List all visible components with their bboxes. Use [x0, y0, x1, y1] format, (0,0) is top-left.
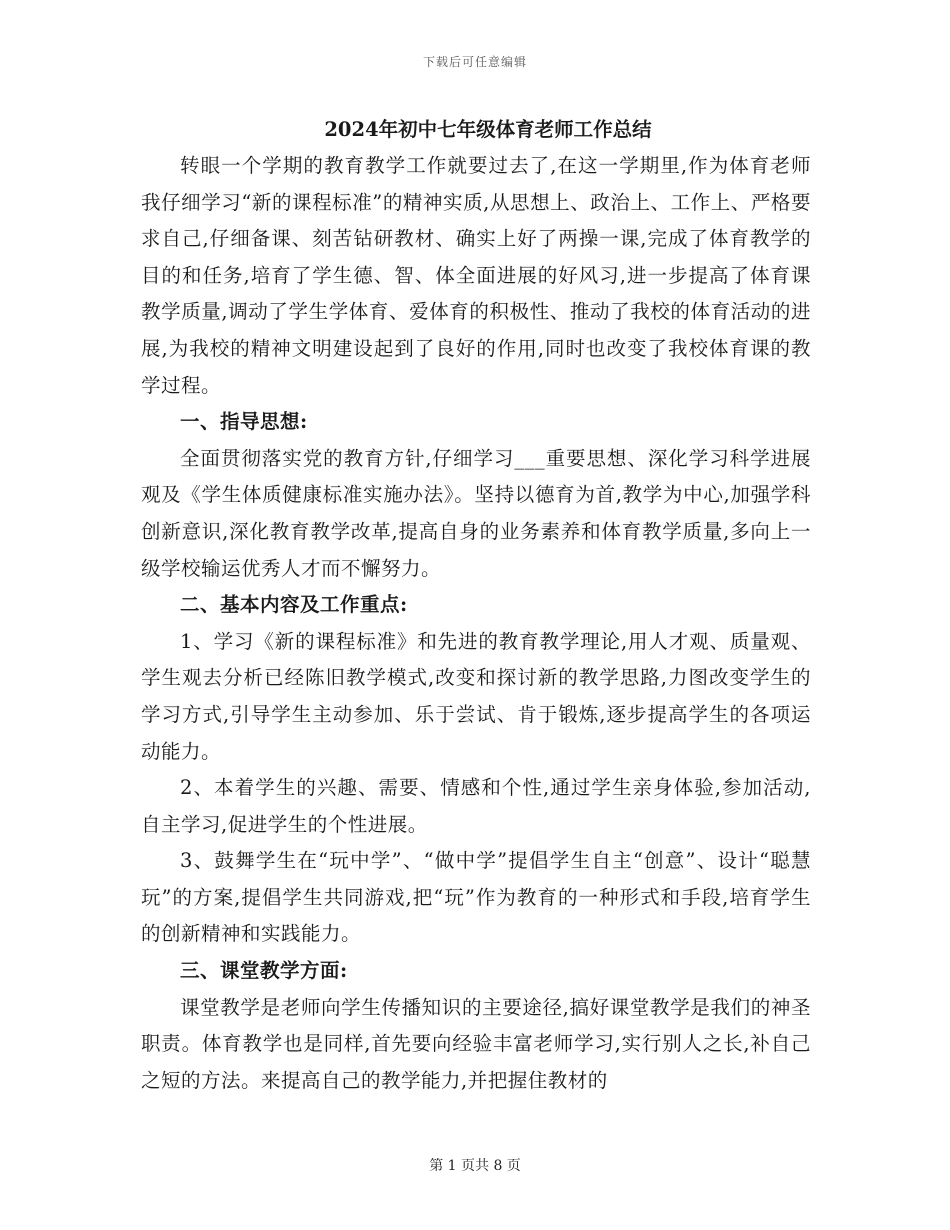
page-number: 第 1 页共 8 页 [429, 1158, 521, 1174]
section-paragraph: 2、本着学生的兴趣、需要、情感和个性,通过学生亲身体验,参加活动,自主学习,促进学生的个性进展。 [141, 776, 811, 836]
section-heading-guiding-thought: 一、指导思想: [180, 410, 308, 434]
document-body [141, 112, 811, 1099]
section-paragraph: 课堂教学是老师向学生传播知识的主要途径,搞好课堂教学是我们的神圣职责。体育教学也是同样,首先要向经验丰富老师学习,实行别人之长,补自己之短的方法。来提高自己的教学能力,并把握住教材的 [141, 995, 811, 1092]
header-note: 下载后可任意编辑 [422, 55, 527, 69]
intro-paragraph: 转眼一个学期的教育教学工作就要过去了,在这一学期里,作为体育老师我仔细学习“新的课程标准”的精神实质,从思想上、政治上、工作上、严格要求自己,仔细备课、刻苦钻研教材、确实上好了两操一课,完成了体育教学的目的和任务,培育了学生德、智、体全面进展的好风习,进一步提高了体育课教学质量,调动了学生学体育、爱体育的积极性、推动了我校的体育活动的进展,为我校的精神文明建设起到了良好的作用,同时也改变了我校体育课的教学过程。 [141, 154, 811, 397]
section-paragraph: 全面贯彻落实党的教育方针,仔细学习___重要思想、深化学习科学进展观及《学生体质健康标准实施办法》。坚持以德育为首,教学为中心,加强学科创新意识,深化教育教学改革,提高自身的业务素养和体育教学质量,多向上一级学校输运优秀人才而不懈努力。 [141, 446, 811, 580]
section-heading-classroom-teaching: 三、课堂教学方面: [180, 959, 348, 983]
section-paragraph: 1、学习《新的课程标准》和先进的教育教学理论,用人才观、质量观、学生观去分析已经陈旧教学模式,改变和探讨新的教学思路,力图改变学生的学习方式,引导学生主动参加、乐于尝试、肯于锻炼,逐步提高学生的各项运动能力。 [141, 629, 811, 763]
section-paragraph: 3、鼓舞学生在“玩中学”、“做中学”提倡学生自主“创意”、设计“聪慧玩”的方案,提倡学生共同游戏,把“玩”作为教育的一种形式和手段,培育学生的创新精神和实践能力。 [141, 849, 811, 946]
section-heading-basic-content: 二、基本内容及工作重点: [180, 593, 408, 617]
document-title: 2024年初中七年级体育老师工作总结 [324, 118, 652, 141]
